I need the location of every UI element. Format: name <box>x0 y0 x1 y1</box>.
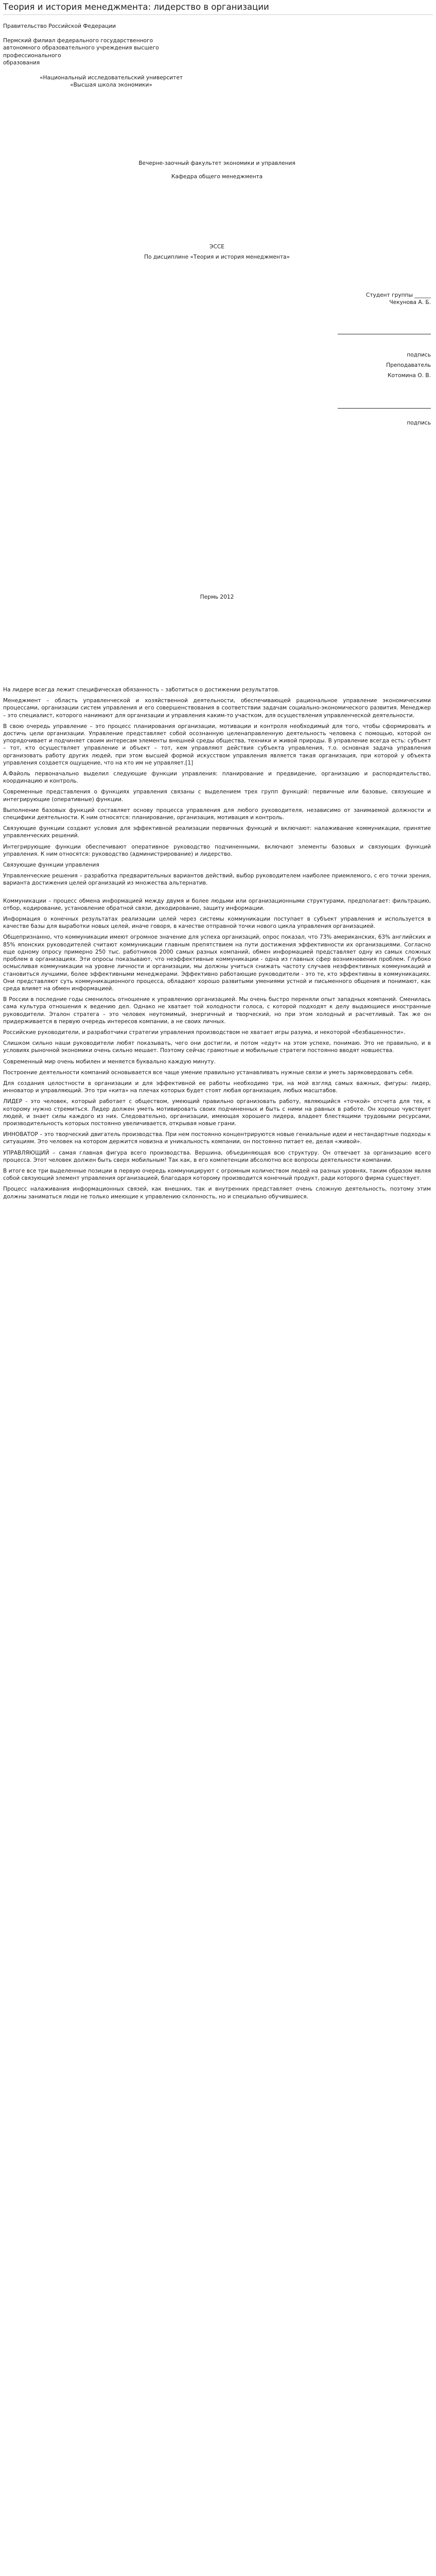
faculty-block <box>3 160 431 180</box>
student-block <box>216 292 431 306</box>
department-name: Кафедра общего менеджмента <box>171 174 263 180</box>
paragraph: А.Файоль первоначально выделил следующие функции управления: планирование и предвидение, организацию и распорядительство, координацию и контроль. <box>3 771 431 785</box>
paragraph: Слишком сильно наши руководители любят показывать, чего они достигли, и потом «едут» на этом успехе, понимаю. Это не правильно, и в условиях рыночной экономики очень сильно мешает. Поэтому сейчас грамотные и мобильные стратеги постоянно вводят новшества. <box>3 1040 431 1054</box>
paragraph: Общепризнанно, что коммуникации имеют огромное значение для успеха организаций, опрос показал, что 73% американских, 63% английских и 85% японских руководителей считают коммуникации главным препятствием на пути достижения эффективности их организациями. Согласно еще одному опросу примерно 250 тыс. работников 2000 самых разных компаний, обмен информацией представляет одну из самых сложных проблем в организациях. Эти опросы показывают, что неэффективные коммуникации - одна из главных сфер возникновения проблем. Глубоко осмысливая коммуникации на уровне личности и организации, мы должны учиться снижать частоту случаев неэффективных коммуникаций и становиться лучшими, более эффективными менеджерами. Эффективно работающие руководители - это те, кто эффективны в коммуникациях. Они представляют суть коммуникационного процесса, обладают хорошо развитыми умениями устной и письменного общения и понимают, как среда влияет на обмен информацией. <box>3 934 431 992</box>
teacher-label: Преподаватель <box>386 362 431 369</box>
section-heading: Связующие функции управления <box>3 862 99 869</box>
paragraph: Современные представления о функциях управления связаны с выделением трех групп функций: первичные или базовые, связующие и интегрирующие (оперативные) функции. <box>3 789 431 803</box>
paragraph: В свою очередь управление – это процесс планирования организации, мотивации и контроля необходимый для того, чтобы сформировать и достичь цели организации. Управление представляет собой осознанную целенаправленную деятельность человека с помощью, которой он упорядочивает и подчиняет своим интересам элементы внешней среды общества, техники и живой природы. В управление всегда есть: субъект – тот, кто осуществляет управление и объект – тот, кем управляют действия субъекта управления, т.о. основная задача управления организовать работу других людей, при этом высшей формой искусством управления является такая организация, при которой у объекта управления создается ощущение, что на кто им не управляет.[1] <box>3 723 431 766</box>
essay-block <box>3 243 431 261</box>
student-name: Чекунова А. Б. <box>389 299 431 306</box>
signature-caption-2: подпись <box>407 420 431 426</box>
signature-line <box>338 408 431 409</box>
paragraph: В итоге все три выделенные позиции в первую очередь коммуницируют с огромным количеством людей на разных уровнях, таким образом являя собой связующий элемент управления организацией, благодаря которому производится конечный продукт, ради которого фирма существует. <box>3 1167 431 1182</box>
essay-body <box>3 686 431 1204</box>
paragraph: Связующие функции создают условия для эффективной реализации первичных функций и включают: налаживание коммуникации, принятие управленческих решений. <box>3 825 431 839</box>
paragraph: Коммуникации – процесс обмена информацией между двумя и более людьми или организационными структурами, предполагает: фильтрацию, отбор, кодирование, установление обратной связи, декодирование, защиту информации. <box>3 897 431 911</box>
signature-caption: подпись <box>407 352 431 358</box>
header-block <box>3 23 209 66</box>
header-line: Правительство Российской Федерации <box>3 23 116 29</box>
paragraph: Управленческие решения – разработка предварительных вариантов действий, выбор руководителем наиболее приемлемого, с его точки зрения, варианта достижения целей организаций из множества альтернатив. <box>3 873 431 887</box>
header-line: автономного образовательного учреждения высшего профессионального <box>3 45 159 59</box>
student-group: Студент группы ______ <box>365 292 431 298</box>
header-line: образования <box>3 59 40 66</box>
paragraph: Современный мир очень мобилен и меняется буквально каждую минуту. <box>3 1058 216 1065</box>
essay-label: ЭССЕ <box>210 244 224 250</box>
paragraph: Информация о конечных результатах реализации целей через системы коммуникации поступает в субъект управления и используется в качестве базы для выработки новых целей, иначе говоря, в качестве отправной точки нового цикла управления организацией. <box>3 916 431 930</box>
paragraph: Процесс налаживания информационных связей, как внешних, так и внутренних представляет очень сложную деятельность, поэтому этим должны заниматься люди не только имеющие к управлению склонность, но и специально обучившиеся. <box>3 1186 431 1200</box>
teacher-name: Котомина О. В. <box>387 372 431 379</box>
university-line: «Национальный исследовательский университет <box>39 75 183 81</box>
paragraph: УПРАВЛЯЮЩИЙ – самая главная фигура всего производства. Вершина, объединяющая всю структуру. Он отвечает за организацию всего процесса. Этот человек должен быть сверх мобильным! Так как, в его компетенции абсолютно все вопросы деятельности компании. <box>3 1149 431 1163</box>
faculty-name: Вечерне-заочный факультет экономики и управления <box>138 160 295 166</box>
paragraph: На лидере всегда лежит специфическая обязанность – заботиться о достижении результатов. <box>3 687 280 693</box>
city-year: Пермь 2012 <box>200 594 234 600</box>
paragraph: В России в последние годы сменилось отношение к управлению организацией. Мы очень быстро переняли опыт западных компаний. Сменилась сама культура отношения к ведению дел. Однако не хватает той холодности голоса, с которой подходят к делу выдающиеся иностранные руководители. Эталон стратега – это человек неутомимый, энергичный и творческий, но при этом холодный и расчетливый. Так же он придерживается в первую очередь интересов компании, а не своих личных. <box>3 996 431 1025</box>
university-line: «Высшая школа экономики» <box>70 82 152 89</box>
paragraph: Интегрирующие функции обеспечивают оперативное руководство подчиненными, включают элементы базовых и связующих функций управления. К ним относятся: руководство (администрирование) и лидерство. <box>3 843 431 857</box>
paragraph: Построение деятельности компаний основывается все чаще умение правильно устанавливать нужные связи и уметь заряковердовать себя. <box>3 1069 414 1076</box>
paragraph: Российские руководители, и разработчики стратегии управления производством не хватает игры разума, и некоторой «безбашенности». <box>3 1029 406 1036</box>
paragraph: Менеджмент – область управленческой и хозяйственной деятельности, обеспечивающей рациональное управление экономическими процессами, организации систем управления и его совершенствования в соответствии задачам социально-экономического развития. Менеджер – это специалист, которого нанимают для организации и управления каким-то участком, для осуществления управленческой деятельности. <box>3 698 431 719</box>
university-block <box>3 74 219 89</box>
paragraph: ЛИДЕР - это человек, который работает с обществом, умеющий правильно организовать работу, являющийся «точкой» отсчета для тех, к которому нужно стремиться. Лидер должен уметь мотивировать своих подчиненных и быть с ними на равных в работе. Он хорошо чувствует людей, и знает силы каждого из них. Следовательно, организации, имеющая хорошего лидера, владеет блестящими трудовыми ресурсами, производительность которых постоянно увеличивается, открывая новые грани. <box>3 1098 431 1127</box>
discipline-line: По дисциплине «Теория и история менеджмента» <box>144 254 290 261</box>
paragraph: ИННОВАТОР – это творческий двигатель производства. При нем постоянно концентрируются новые гениальные идеи и нестандартные подходы к ситуациям. Это человек на котором держится новизна и уникальность компании, он постоянно питает ее, делая «живой». <box>3 1131 431 1145</box>
document-title: Теория и история менеджмента: лидерство в организации <box>3 2 433 15</box>
header-line: Пермский филиал федерального государственного <box>3 38 153 44</box>
teacher-block <box>216 351 431 380</box>
paragraph: Для создания целостности в организации и для эффективной ее работы необходимо три, на мой взгляд самых важных, фигуры: лидер, инноватор и управляющий. Это три «кита» на плечах которых будет стоят любая организация, любых масштабов. <box>3 1080 431 1094</box>
paragraph: Выполнение базовых функций составляет основу процесса управления для любого руководителя, независимо от занимаемой должности и специфики деятельности. К ним относятся: планирование, организация, мотивация и контроль. <box>3 807 431 821</box>
